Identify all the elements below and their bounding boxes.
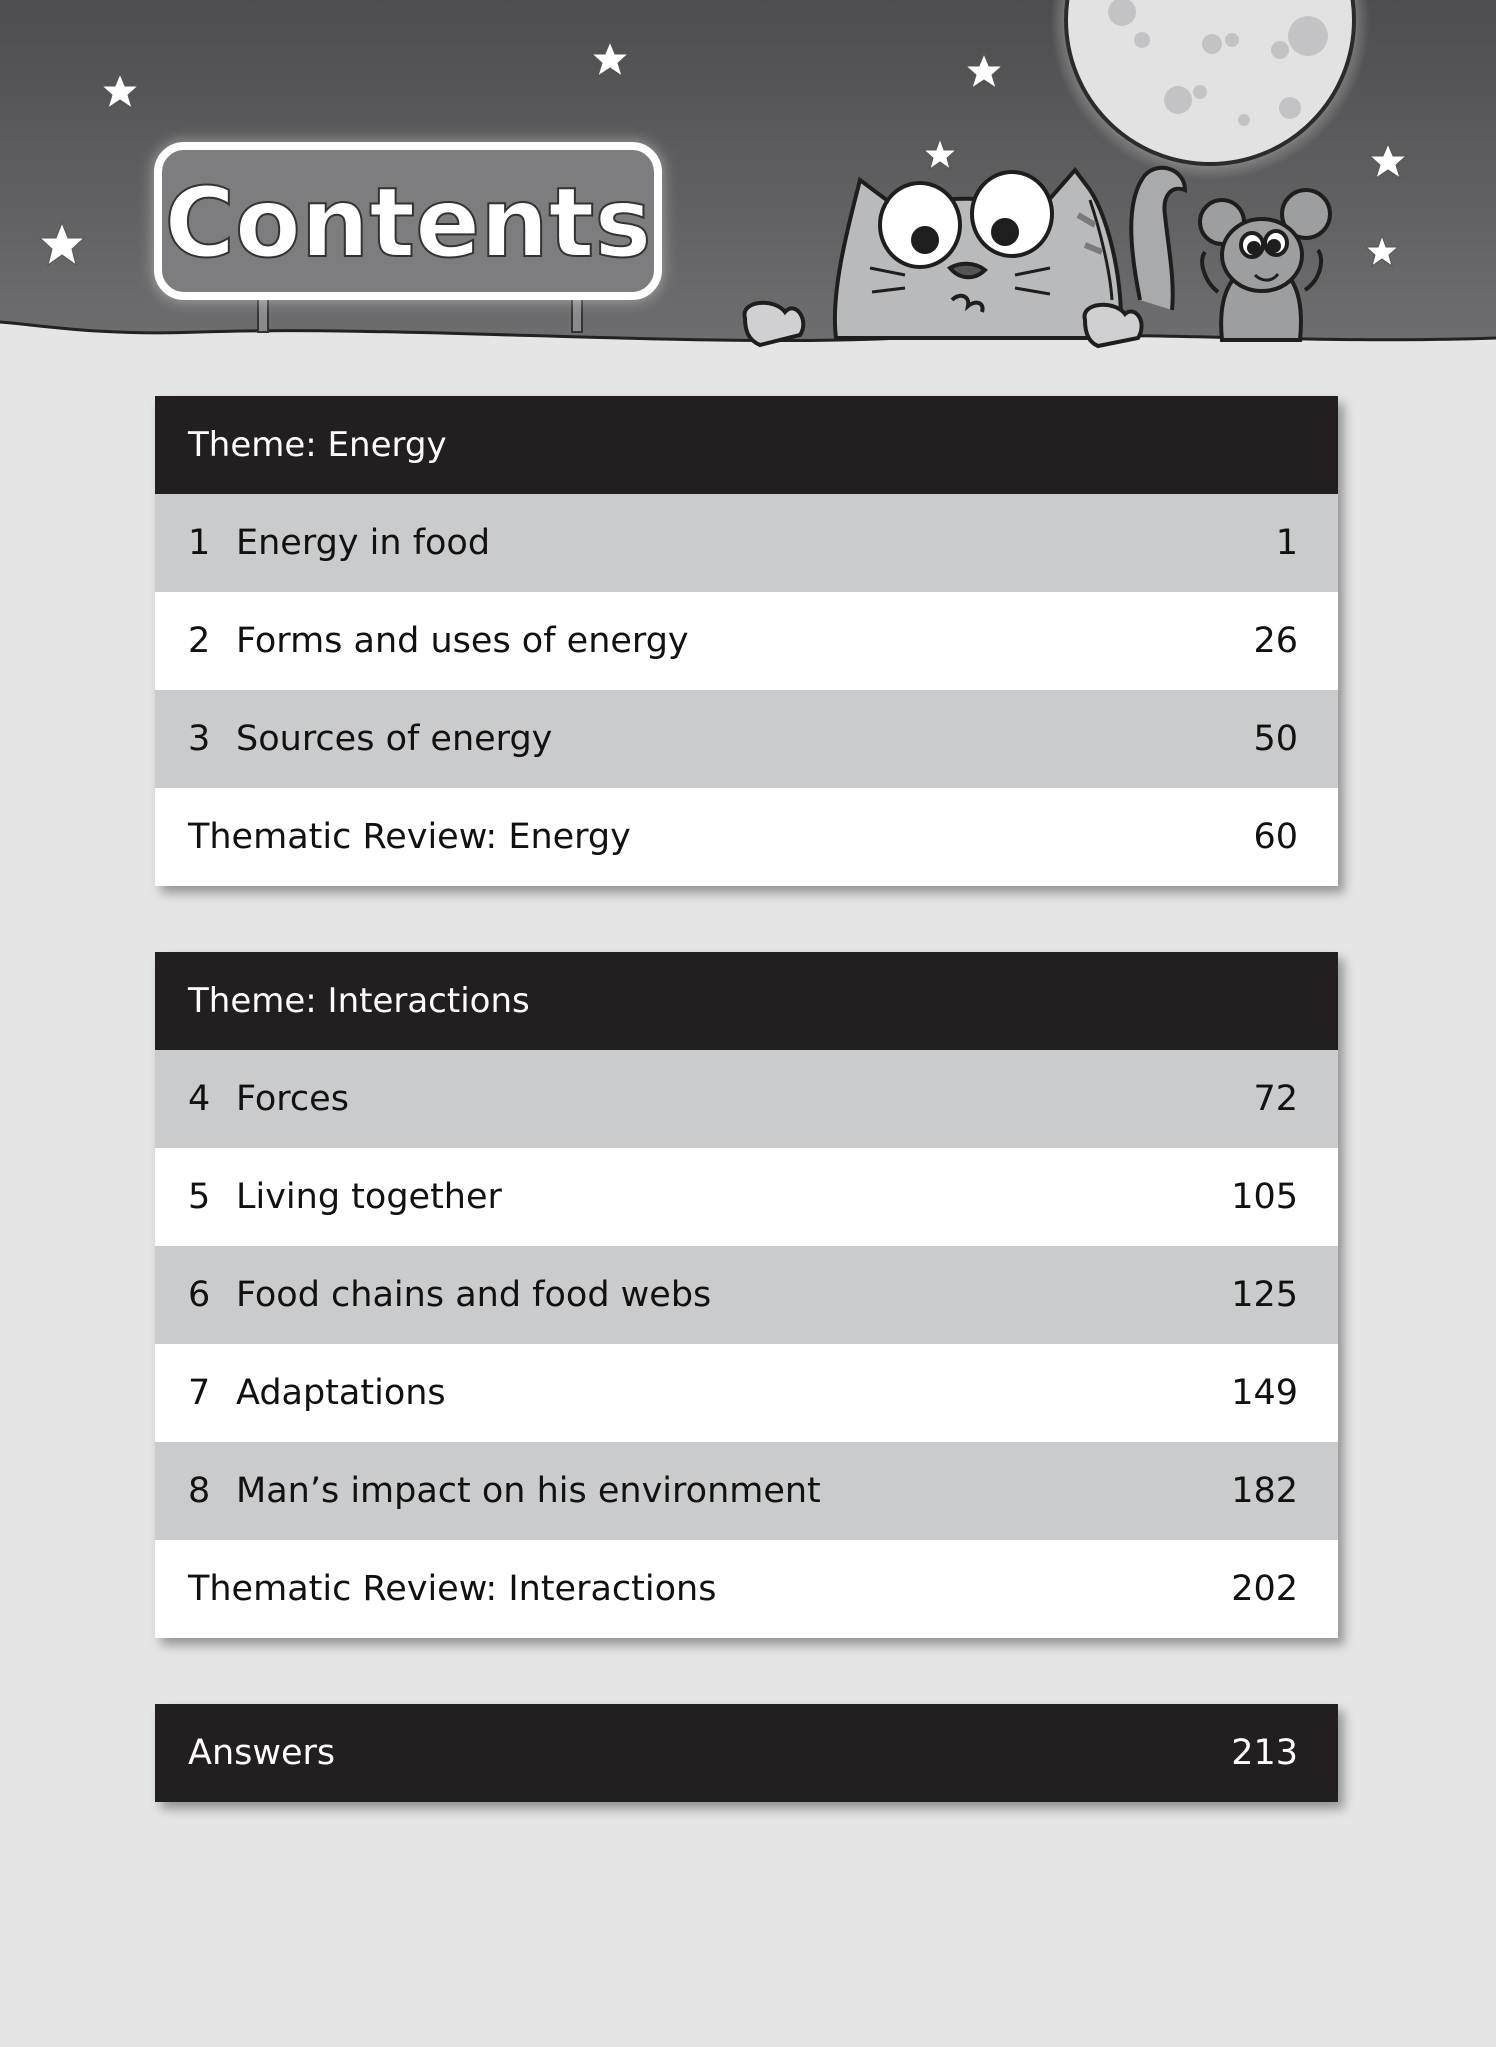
toc-row[interactable] <box>155 1246 1338 1344</box>
toc-row[interactable] <box>155 1442 1338 1540</box>
chapter-title: Forces <box>236 1079 349 1119</box>
chapter-title: Adaptations <box>236 1373 446 1413</box>
theme-interactions-section <box>155 952 1338 1638</box>
chapter-title: Forms and uses of energy <box>236 621 689 661</box>
page-number: 182 <box>1231 1471 1298 1511</box>
page-title: Contents <box>164 167 652 279</box>
page-number: 1 <box>1275 523 1298 563</box>
chapter-title: Food chains and food webs <box>236 1275 712 1315</box>
answers-row[interactable] <box>155 1704 1338 1802</box>
chapter-title: Sources of energy <box>236 719 553 759</box>
toc-row[interactable] <box>155 1050 1338 1148</box>
toc-row[interactable] <box>155 1148 1338 1246</box>
chapter-number: 4 <box>188 1079 211 1119</box>
toc-row-review[interactable] <box>155 788 1338 886</box>
chapter-number: 1 <box>188 523 211 563</box>
night-scene-illustration <box>0 0 1496 370</box>
page-number: 26 <box>1253 621 1298 661</box>
toc-row[interactable] <box>155 690 1338 788</box>
theme-heading: Theme: Interactions <box>155 952 1338 1050</box>
chapter-title: Energy in food <box>236 523 491 563</box>
chapter-number: 5 <box>188 1177 211 1217</box>
chapter-number: 8 <box>188 1471 211 1511</box>
page-number: 105 <box>1231 1177 1298 1217</box>
page-number: 72 <box>1253 1079 1298 1119</box>
toc-row-review[interactable] <box>155 1540 1338 1638</box>
toc-row[interactable] <box>155 592 1338 690</box>
chapter-number: 3 <box>188 719 211 759</box>
chapter-title: Living together <box>236 1177 502 1217</box>
header-banner <box>0 0 1496 370</box>
answers-label: Answers <box>188 1733 336 1773</box>
theme-heading: Theme: Energy <box>155 396 1338 494</box>
page-number: 125 <box>1231 1275 1298 1315</box>
chapter-number: 6 <box>188 1275 211 1315</box>
page-number: 50 <box>1253 719 1298 759</box>
toc-row[interactable] <box>155 1344 1338 1442</box>
theme-energy-section <box>155 396 1338 886</box>
page-number: 60 <box>1253 817 1298 857</box>
page-number: 149 <box>1231 1373 1298 1413</box>
page-number: 202 <box>1231 1569 1298 1609</box>
review-title: Thematic Review: Interactions <box>188 1569 717 1609</box>
page-number: 213 <box>1231 1733 1298 1773</box>
chapter-number: 2 <box>188 621 211 661</box>
review-title: Thematic Review: Energy <box>188 817 631 857</box>
contents-sign <box>152 140 664 302</box>
chapter-number: 7 <box>188 1373 211 1413</box>
chapter-title: Man’s impact on his environment <box>236 1471 821 1511</box>
toc-row[interactable] <box>155 494 1338 592</box>
